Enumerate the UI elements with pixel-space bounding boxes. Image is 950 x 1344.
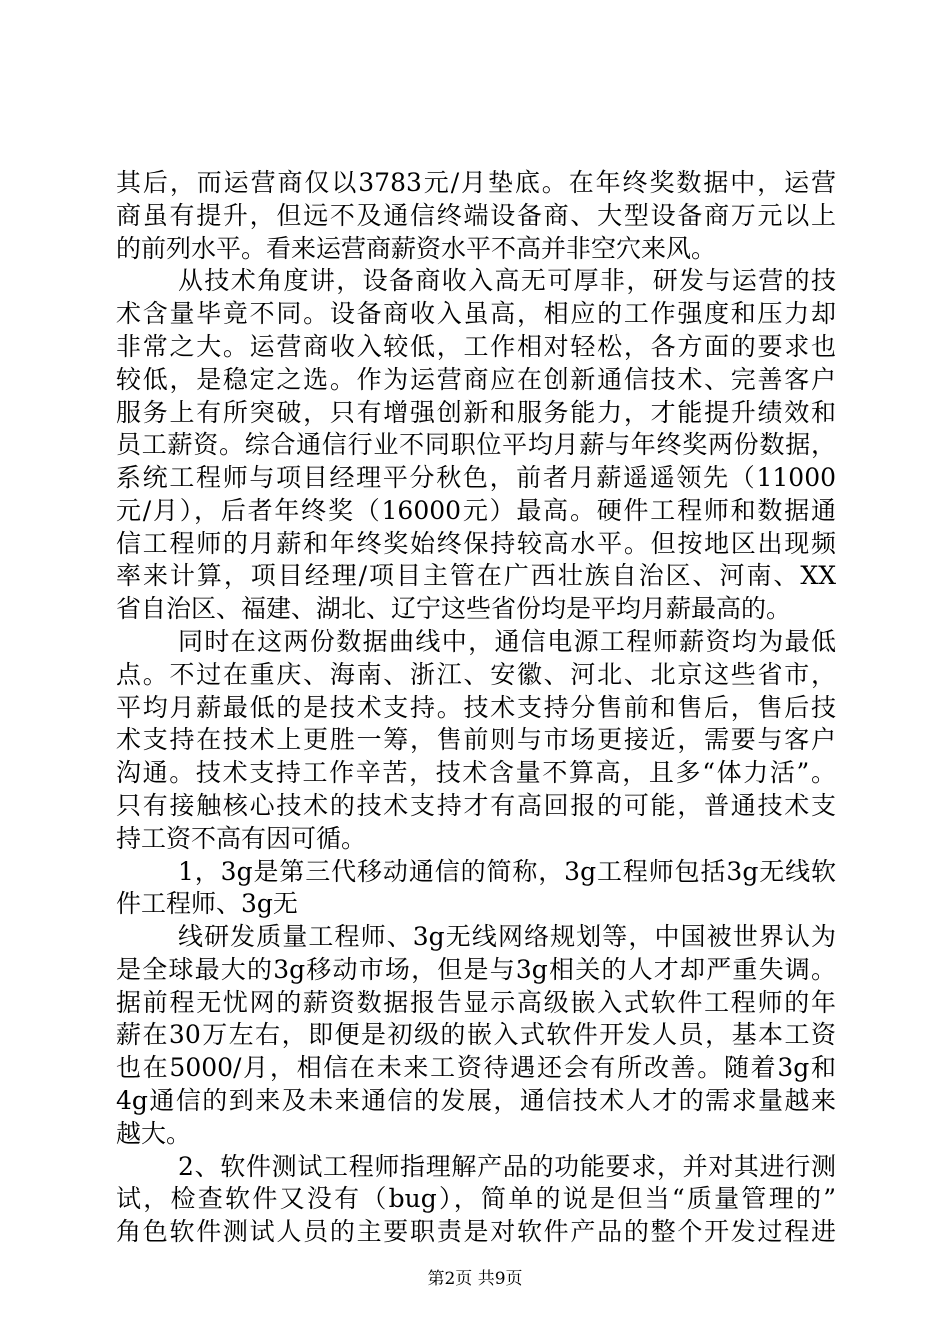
paragraph-first-line: 从技术角度讲，设备商收入高无可厚非，研发与运营的技 xyxy=(178,266,836,295)
paragraph-first-line: 1，3g是第三代移动通信的简称，3g工程师包括3g无线软 xyxy=(178,857,836,886)
text-line: 较低，是稳定之选。作为运营商应在创新通信技术、完善客户 xyxy=(116,365,836,394)
page-footer: 第2页 共9页 xyxy=(427,1269,523,1289)
text-line: 薪在30万左右，即便是初级的嵌入式软件开发人员，基本工资 xyxy=(116,1020,836,1049)
text-line: 件工程师、3g无 xyxy=(116,889,298,918)
text-line: 省自治区、福建、湖北、辽宁这些省份均是平均月薪最高的。 xyxy=(116,594,792,623)
text-line: 的前列水平。看来运营商薪资水平不高并非空穴来风。 xyxy=(116,234,717,263)
text-line: 沟通。技术支持工作辛苦，技术含量不算高，且多“体力活”。 xyxy=(116,758,836,787)
text-line: 系统工程师与项目经理平分秋色，前者月薪遥遥领先（11000 xyxy=(116,463,836,492)
text-line: 员工薪资。综合通信行业不同职位平均月薪与年终奖两份数据， xyxy=(116,430,836,459)
text-line: 据前程无忧网的薪资数据报告显示高级嵌入式软件工程师的年 xyxy=(116,988,836,1017)
text-line: 点。不过在重庆、海南、浙江、安徽、河北、北京这些省市， xyxy=(116,660,836,689)
text-line: 信工程师的月薪和年终奖始终保持较高水平。但按地区出现频 xyxy=(116,529,836,558)
text-line: 4g通信的到来及未来通信的发展，通信技术人才的需求量越来 xyxy=(116,1086,836,1115)
text-line: 元/月），后者年终奖（16000元）最高。硬件工程师和数据通 xyxy=(116,496,836,525)
text-line: 商虽有提升，但远不及通信终端设备商、大型设备商万元以上 xyxy=(116,201,836,230)
text-line: 也在5000/月，相信在未来工资待遇还会有所改善。随着3g和 xyxy=(116,1053,836,1082)
text-line: 试，检查软件又没有（bug），简单的说是但当“质量管理的” xyxy=(116,1184,836,1213)
text-line: 服务上有所突破，只有增强创新和服务能力，才能提升绩效和 xyxy=(116,398,836,427)
text-line: 其后，而运营商仅以3783元/月垫底。在年终奖数据中，运营 xyxy=(116,168,836,197)
text-line: 平均月薪最低的是技术支持。技术支持分售前和售后，售后技 xyxy=(116,693,836,722)
text-line: 持工资不高有因可循。 xyxy=(116,824,367,853)
text-line: 角色软件测试人员的主要职责是对软件产品的整个开发过程进 xyxy=(116,1217,836,1246)
text-line: 是全球最大的3g移动市场，但是与3g相关的人才却严重失调。 xyxy=(116,955,836,984)
text-line: 术支持在技术上更胜一筹，售前则与市场更接近，需要与客户 xyxy=(116,725,836,754)
paragraph-first-line: 2、软件测试工程师指理解产品的功能要求，并对其进行测 xyxy=(178,1152,836,1181)
text-line: 术含量毕竟不同。设备商收入虽高，相应的工作强度和压力却 xyxy=(116,299,836,328)
paragraph-first-line: 同时在这两份数据曲线中，通信电源工程师薪资均为最低 xyxy=(178,627,836,656)
text-line: 越大。 xyxy=(116,1119,192,1148)
paragraph-first-line: 线研发质量工程师、3g无线网络规划等，中国被世界认为 xyxy=(178,922,836,951)
text-line: 率来计算，项目经理/项目主管在广西壮族自治区、河南、XX xyxy=(116,561,836,590)
text-line: 只有接触核心技术的技术支持才有高回报的可能，普通技术支 xyxy=(116,791,836,820)
text-line: 非常之大。运营商收入较低，工作相对轻松，各方面的要求也 xyxy=(116,332,836,361)
